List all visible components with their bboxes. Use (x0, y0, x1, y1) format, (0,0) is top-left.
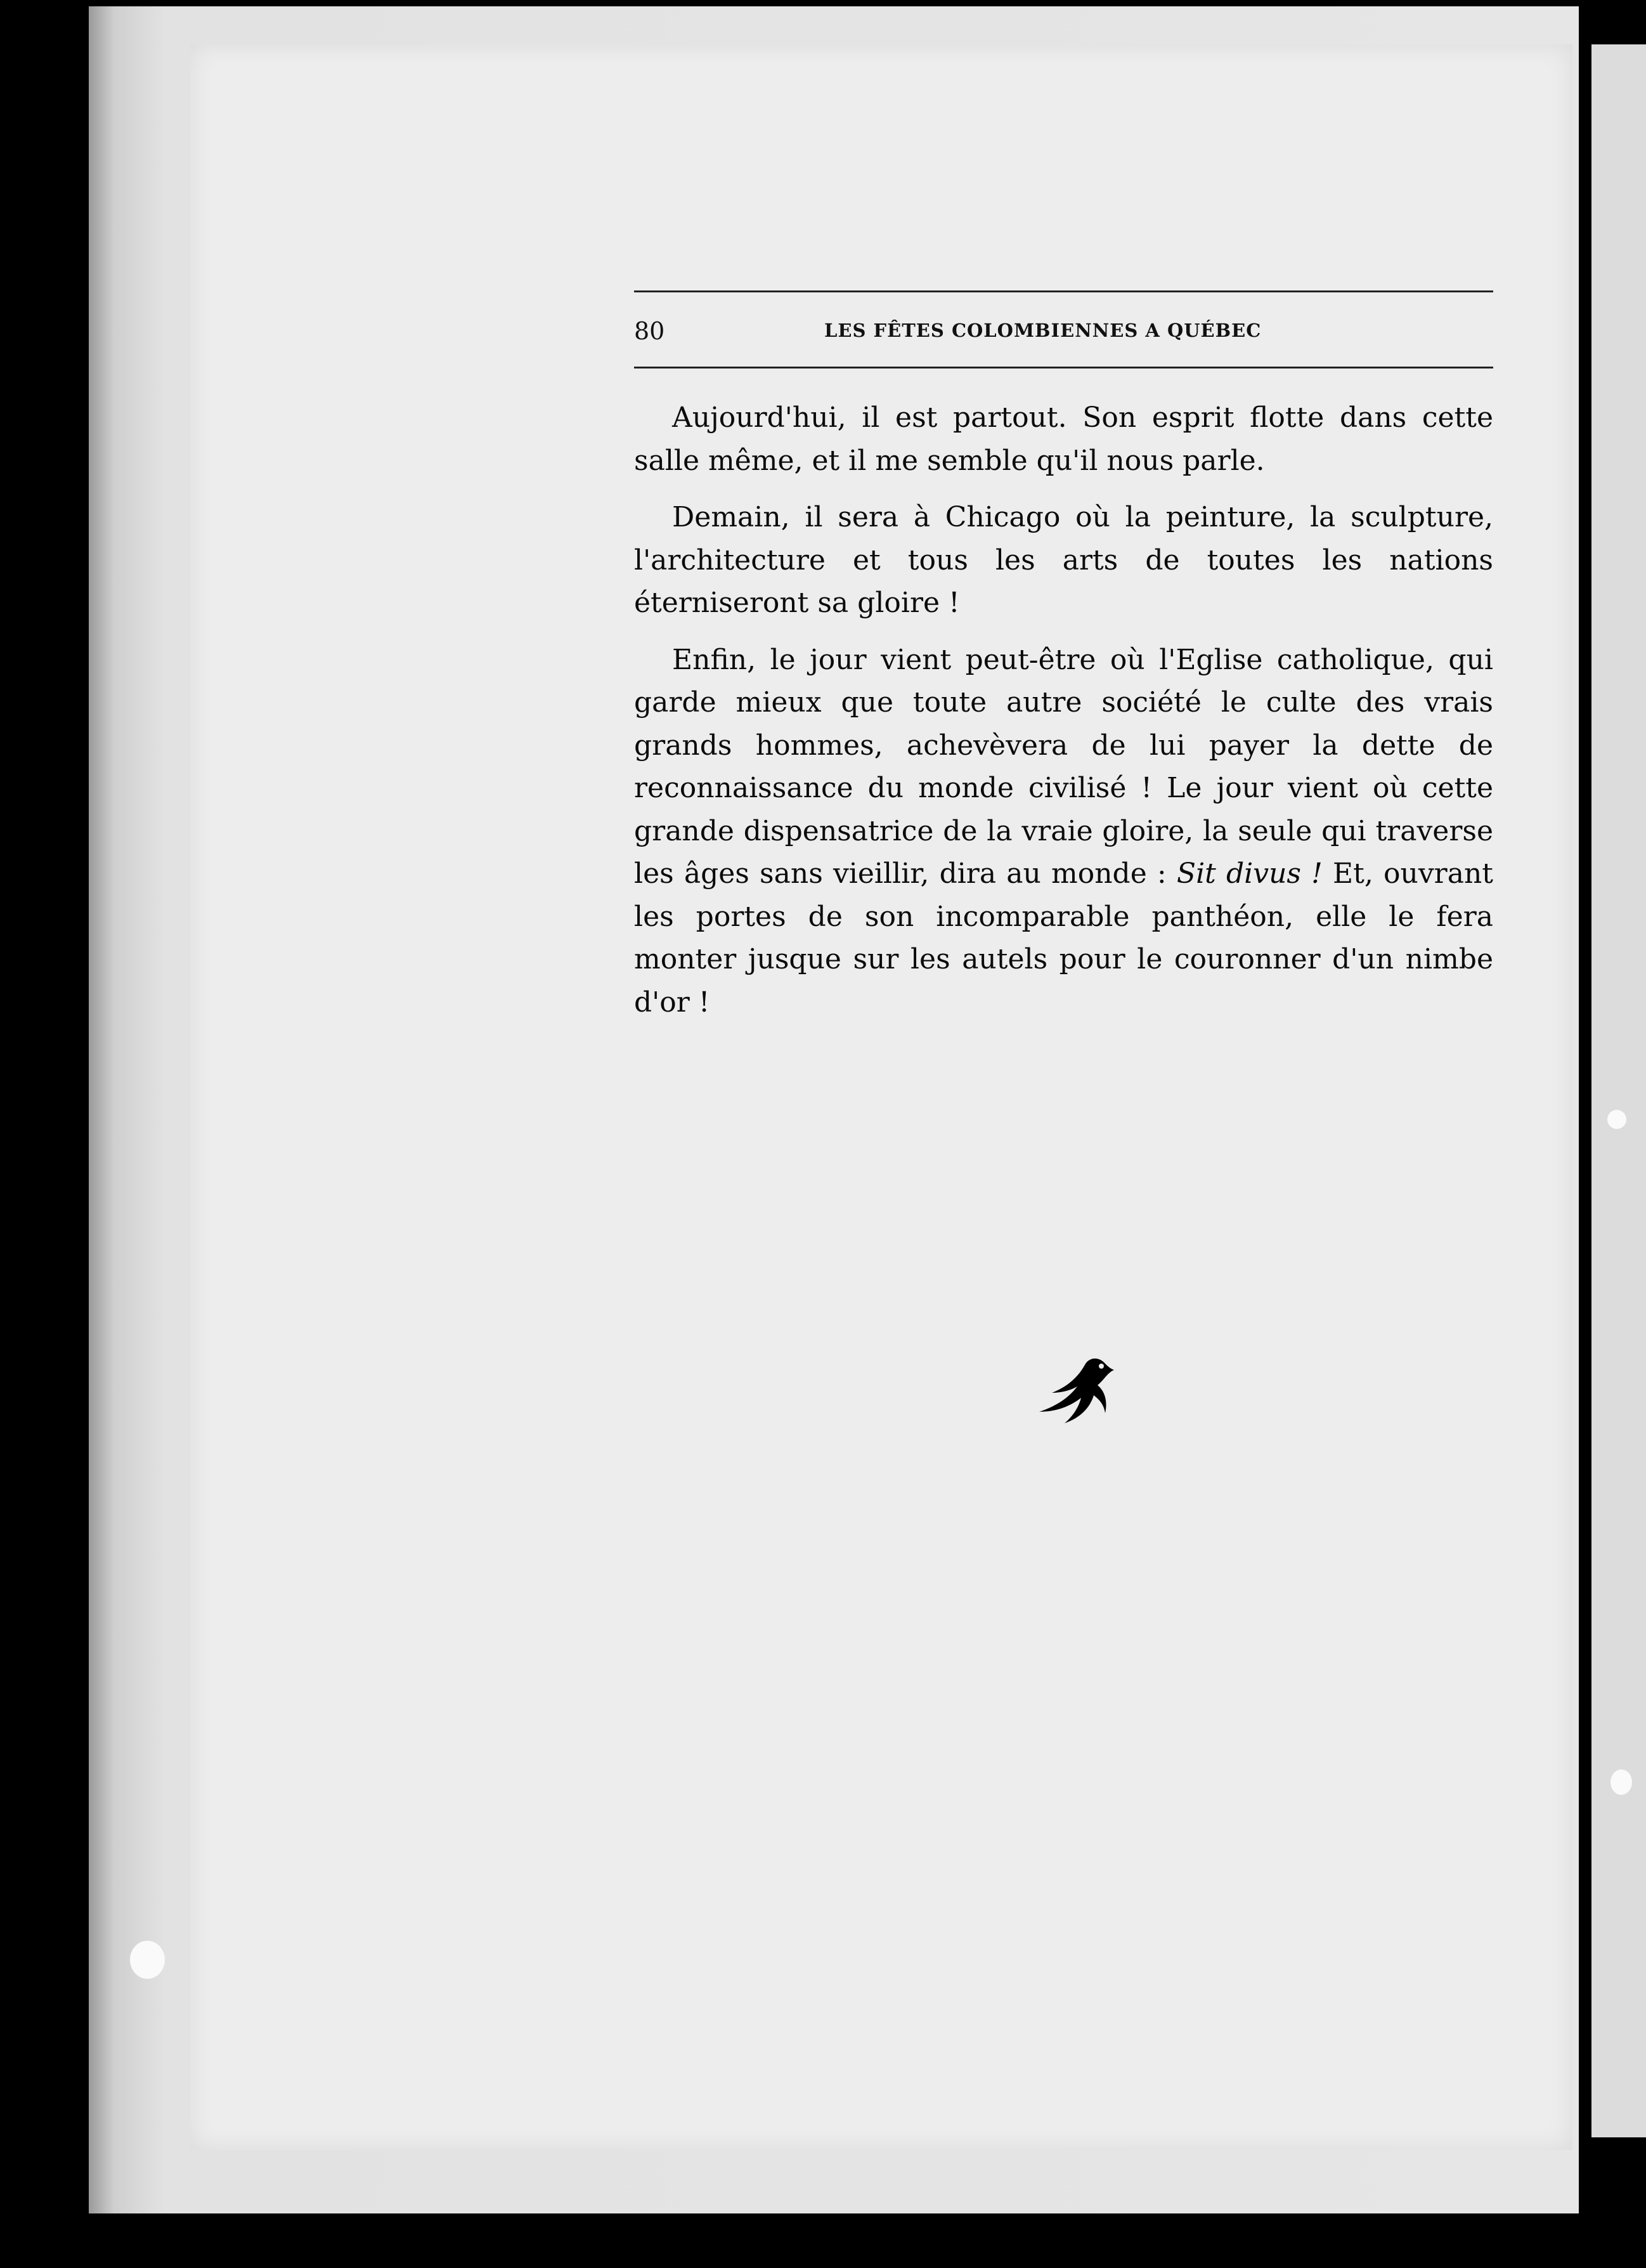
running-title: LES FÊTES COLOMBIENNES A QUÉBEC (824, 320, 1262, 341)
latin-phrase: Sit divus ! (1176, 857, 1323, 890)
paragraph: Aujourd'hui, il est partout. Son esprit flotte dans cette salle même, et il me semble qu'il nous parle. (634, 401, 1493, 477)
paper-stain (130, 1941, 165, 1979)
page-header (634, 317, 1493, 349)
header-rule-top (634, 290, 1493, 292)
paragraph-text: Et, ouvrant les portes de son incomparable panthéon, elle le fera monter jusque sur les autels pour le couronner d'un nimbe d'or ! (634, 857, 1493, 1019)
paragraph-text: Enfin, le jour vient peut-être où l'Eglise catholique, qui garde mieux que toute autre société le culte des vrais grands hommes, achevèvera de lui payer la dette de reconnaissance du monde civilisé ! Le jour vient où cette grande dispensatrice de la vraie gloire, la seule qui traverse les âges sans vieillir, dira au monde : (634, 643, 1493, 890)
header-rule-bottom (634, 367, 1493, 368)
page (190, 44, 1572, 2150)
body-text (634, 396, 1493, 1038)
paragraph: Demain, il sera à Chicago où la peinture, la sculpture, l'architecture et tous les arts de toutes les nations éterniseront sa gloire ! (634, 501, 1493, 619)
swallow-icon (1030, 1351, 1119, 1427)
paper-stain (1607, 1110, 1626, 1129)
page-number: 80 (634, 317, 665, 345)
paragraph (634, 639, 1493, 1024)
paper-stain (1610, 1769, 1632, 1795)
facing-page-edge (1591, 44, 1646, 2137)
